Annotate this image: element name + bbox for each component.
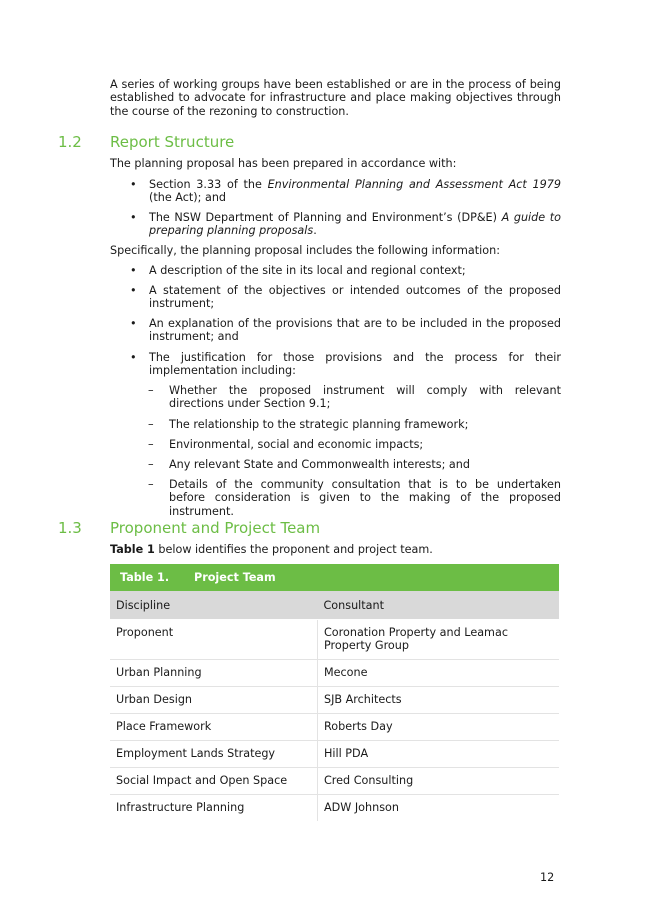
section-title: Proponent and Project Team xyxy=(110,519,321,537)
table-header-row xyxy=(110,591,559,620)
table-row: Social Impact and Open Space Cred Consulting xyxy=(110,768,559,795)
table-caption-title: Project Team xyxy=(194,571,276,584)
page-number: 12 xyxy=(540,871,555,884)
table-caption-number: Table 1. xyxy=(120,571,170,584)
project-team-table xyxy=(110,564,559,821)
column-header-discipline: Discipline xyxy=(110,591,318,620)
intro-paragraph: A series of working groups have been established or are in the process of being established to advocate for infrastructure and place making objectives through the course of the rezoning to construction. xyxy=(110,78,561,118)
table-caption xyxy=(110,564,559,591)
section-number: 1.2 xyxy=(58,133,82,151)
table-row: Urban Design SJB Architects xyxy=(110,687,559,714)
specifically-paragraph: Specifically, the planning proposal includes the following information: xyxy=(110,244,500,257)
project-team-lead: Table 1 below identifies the proponent and project team. xyxy=(110,543,433,556)
table-row: Urban Planning Mecone xyxy=(110,660,559,687)
document-page: A series of working groups have been established or are in the process of being established to advocate for infrastructure and place making objectives through the course of the rezoning to construction. 1.2 Report Structure The planning proposal has been prepared in accordance with: • Section 3.33 of the Environmental Planning and Assessment Act 1979 (the Act); and • The NSW Department of Planning and Environment’s (DP&E) A guide to preparing planning proposals. Specifically, the planning proposal includes the following information: • A description of the site in its local and regional context; • A statement of the objectives or intended outcomes of the proposed instrument; • An explanation of the provisions that are to be included in the proposed instrument; and • The justification for those provisions and the process for their implementation including: – Whether the proposed instrument will comply with relevant directions under Section 9.1; – The relationship to the strategic planning framework; – Environmental, social and economic impacts; – Any relevant State and Commonwealth interests; and – Details of the community consultation that is to be undertaken before consideration is given to the making of the proposed instrument. 1.3 Proponent and Project Team Table 1 below identifies the proponent and project team. Table 1. Project Team Discipline Consultant Proponent Coronation Property and Leamac Property Group Urban Planning Mecone Urban Design SJB Architects Place Framework Roberts Day Employment Lands Strategy Hill PDA Social Impact and Open Space Cred Consulting Infrastructure Planning ADW Johnson 12 xyxy=(0,0,653,923)
table-row: Place Framework Roberts Day xyxy=(110,714,559,741)
section-heading-project-team xyxy=(58,519,598,539)
table-row: Infrastructure Planning ADW Johnson xyxy=(110,795,559,822)
report-structure-lead: The planning proposal has been prepared in accordance with: xyxy=(110,157,457,170)
section-heading-report-structure xyxy=(58,133,598,153)
column-header-consultant: Consultant xyxy=(318,591,560,620)
table-row: Proponent Coronation Property and Leamac Property Group xyxy=(110,620,559,660)
table-row: Employment Lands Strategy Hill PDA xyxy=(110,741,559,768)
section-number: 1.3 xyxy=(58,519,82,537)
section-title: Report Structure xyxy=(110,133,235,151)
